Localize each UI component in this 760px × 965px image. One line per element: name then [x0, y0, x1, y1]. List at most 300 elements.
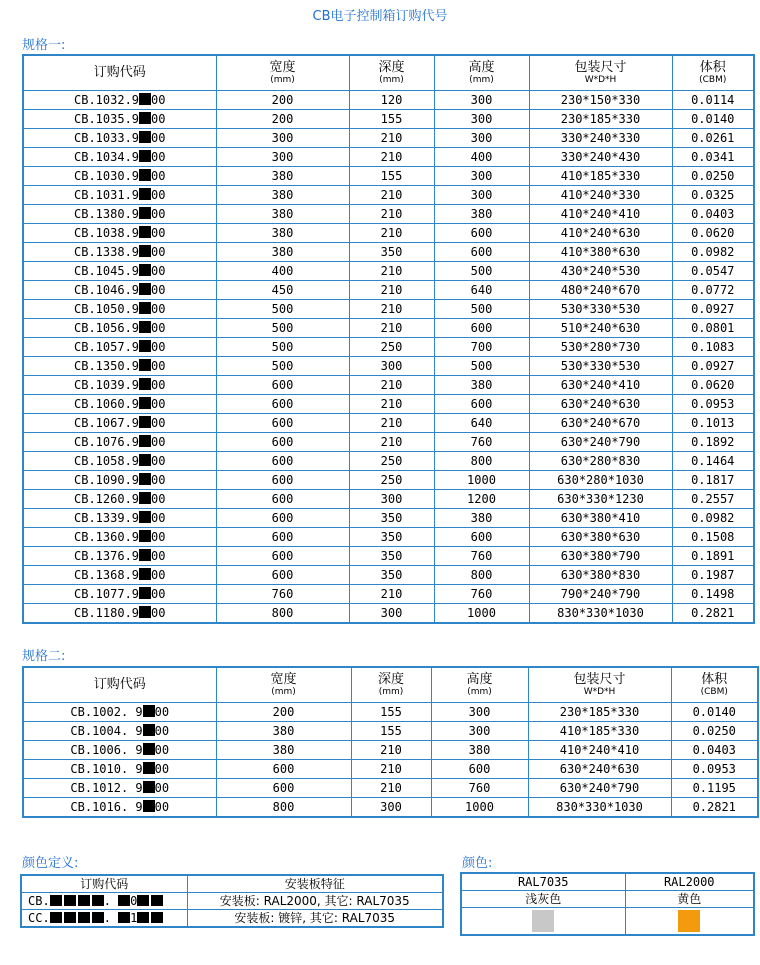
order-code: CB.1002. 9 00 — [23, 702, 216, 721]
depth-value: 210 — [349, 413, 434, 432]
height-value: 760 — [431, 778, 528, 797]
table-row — [23, 261, 754, 280]
volume-value: 0.1508 — [672, 527, 754, 546]
order-code: CB.1077.9 00 — [23, 584, 216, 603]
height-value: 380 — [434, 375, 529, 394]
height-value: 300 — [434, 109, 529, 128]
pack-size-value: 630*240*630 — [528, 759, 671, 778]
depth-value: 210 — [349, 128, 434, 147]
table-row — [23, 432, 754, 451]
color-swatch-gray — [532, 910, 554, 932]
volume-value: 0.0927 — [672, 299, 754, 318]
order-code: CB.1033.9 00 — [23, 128, 216, 147]
volume-value: 0.2821 — [671, 797, 758, 817]
spec1-table — [22, 54, 755, 624]
pack-size-value: 410*240*630 — [529, 223, 672, 242]
order-code: CB.1045.9 00 — [23, 261, 216, 280]
height-value: 300 — [431, 721, 528, 740]
order-code: CB.1031.9 00 — [23, 185, 216, 204]
header-pack: 包装尺寸 W*D*H — [528, 667, 671, 702]
order-code: CB.1260.9 00 — [23, 489, 216, 508]
height-value: 500 — [434, 299, 529, 318]
width-value: 600 — [216, 394, 349, 413]
color-code: RAL2000 — [625, 873, 754, 891]
order-code: CB.1050.9 00 — [23, 299, 216, 318]
table-row — [23, 109, 754, 128]
volume-value: 0.0250 — [671, 721, 758, 740]
width-value: 380 — [216, 242, 349, 261]
height-value: 600 — [431, 759, 528, 778]
depth-value: 155 — [351, 702, 431, 721]
order-code: CB.1010. 9 00 — [23, 759, 216, 778]
pack-size-value: 630*330*1230 — [529, 489, 672, 508]
order-code: CB.1006. 9 00 — [23, 740, 216, 759]
height-value: 300 — [431, 702, 528, 721]
depth-value: 155 — [349, 109, 434, 128]
depth-value: 210 — [351, 778, 431, 797]
width-value: 300 — [216, 147, 349, 166]
width-value: 200 — [216, 109, 349, 128]
depth-value: 350 — [349, 546, 434, 565]
placeholder-block — [139, 226, 151, 238]
order-code: CB.1060.9 00 — [23, 394, 216, 413]
width-value: 600 — [216, 489, 349, 508]
table-row — [23, 90, 754, 109]
pack-size-value: 630*240*630 — [529, 394, 672, 413]
order-code: CB.1004. 9 00 — [23, 721, 216, 740]
width-value: 800 — [216, 797, 351, 817]
header-depth: 深度 (mm) — [351, 667, 431, 702]
pack-size-value: 630*240*790 — [529, 432, 672, 451]
width-value: 200 — [216, 90, 349, 109]
table-row — [23, 147, 754, 166]
colors-table — [460, 872, 755, 936]
order-code: CB.1180.9 00 — [23, 603, 216, 623]
table-row — [23, 759, 758, 778]
height-value: 500 — [434, 356, 529, 375]
placeholder-block — [139, 549, 151, 561]
pack-size-value: 530*330*530 — [529, 299, 672, 318]
spec2-label: 规格二: — [22, 649, 66, 664]
width-value: 600 — [216, 759, 351, 778]
depth-value: 350 — [349, 565, 434, 584]
volume-value: 0.2557 — [672, 489, 754, 508]
header-code: 订购代码 — [23, 55, 216, 90]
table-row — [23, 394, 754, 413]
volume-value: 0.1817 — [672, 470, 754, 489]
width-value: 600 — [216, 432, 349, 451]
pack-size-value: 630*240*670 — [529, 413, 672, 432]
depth-value: 210 — [349, 204, 434, 223]
depth-value: 300 — [349, 356, 434, 375]
depth-value: 250 — [349, 337, 434, 356]
color-name: 黄色 — [625, 891, 754, 908]
volume-value: 0.1987 — [672, 565, 754, 584]
order-code: CB.1090.9 00 — [23, 470, 216, 489]
color-code: RAL7035 — [461, 873, 625, 891]
pack-size-value: 630*380*410 — [529, 508, 672, 527]
color-def-row — [21, 910, 443, 928]
volume-value: 0.0620 — [672, 223, 754, 242]
depth-value: 350 — [349, 527, 434, 546]
table-row — [23, 508, 754, 527]
volume-value: 0.0250 — [672, 166, 754, 185]
placeholder-block — [143, 781, 155, 793]
table-row — [23, 375, 754, 394]
volume-value: 0.0325 — [672, 185, 754, 204]
width-value: 380 — [216, 721, 351, 740]
table-row — [23, 451, 754, 470]
pack-size-value: 630*280*830 — [529, 451, 672, 470]
color-def-feature: 安装板: RAL2000, 其它: RAL7035 — [187, 893, 443, 910]
volume-value: 0.2821 — [672, 603, 754, 623]
placeholder-block — [143, 762, 155, 774]
table-row — [23, 413, 754, 432]
order-code: CB.1380.9 00 — [23, 204, 216, 223]
height-value: 600 — [434, 527, 529, 546]
order-code: CB.1368.9 00 — [23, 565, 216, 584]
spec1-label: 规格一: — [22, 38, 66, 53]
volume-value: 0.0953 — [671, 759, 758, 778]
table-row — [23, 280, 754, 299]
depth-value: 210 — [349, 185, 434, 204]
volume-value: 0.1498 — [672, 584, 754, 603]
pack-size-value: 830*330*1030 — [528, 797, 671, 817]
width-value: 600 — [216, 778, 351, 797]
height-value: 640 — [434, 413, 529, 432]
depth-value: 250 — [349, 470, 434, 489]
table-row — [23, 740, 758, 759]
header-depth: 深度 (mm) — [349, 55, 434, 90]
volume-value: 0.1891 — [672, 546, 754, 565]
width-value: 400 — [216, 261, 349, 280]
table-row — [23, 721, 758, 740]
header-volume: 体积 (CBM) — [672, 55, 754, 90]
pack-size-value: 330*240*430 — [529, 147, 672, 166]
width-value: 760 — [216, 584, 349, 603]
table-row — [23, 204, 754, 223]
spec2-rows — [23, 702, 758, 817]
order-code: CB.1046.9 00 — [23, 280, 216, 299]
table-row — [23, 527, 754, 546]
placeholder-block — [139, 340, 151, 352]
placeholder-block — [139, 245, 151, 257]
order-code: CB.1067.9 00 — [23, 413, 216, 432]
table-row — [23, 223, 754, 242]
height-value: 700 — [434, 337, 529, 356]
width-value: 600 — [216, 413, 349, 432]
color-def-header-feature: 安装板特征 — [187, 875, 443, 893]
page-title: CB电子控制箱订购代号 — [312, 9, 448, 24]
header-width: 宽度 (mm) — [216, 667, 351, 702]
height-value: 760 — [434, 432, 529, 451]
depth-value: 250 — [349, 451, 434, 470]
order-code: CB.1058.9 00 — [23, 451, 216, 470]
pack-size-value: 230*185*330 — [529, 109, 672, 128]
placeholder-block — [139, 606, 151, 618]
width-value: 380 — [216, 185, 349, 204]
width-value: 380 — [216, 204, 349, 223]
placeholder-block — [139, 397, 151, 409]
volume-value: 0.0114 — [672, 90, 754, 109]
width-value: 380 — [216, 740, 351, 759]
width-value: 380 — [216, 223, 349, 242]
order-code: CB.1032.9 00 — [23, 90, 216, 109]
table-row — [23, 565, 754, 584]
depth-value: 210 — [349, 299, 434, 318]
colors-label: 颜色: — [462, 856, 493, 871]
table-row — [23, 702, 758, 721]
pack-size-value: 410*185*330 — [529, 166, 672, 185]
table-row — [23, 318, 754, 337]
height-value: 1000 — [434, 603, 529, 623]
depth-value: 210 — [349, 318, 434, 337]
pack-size-value: 330*240*330 — [529, 128, 672, 147]
height-value: 300 — [434, 90, 529, 109]
depth-value: 210 — [349, 432, 434, 451]
pack-size-value: 630*240*410 — [529, 375, 672, 394]
width-value: 300 — [216, 128, 349, 147]
volume-value: 0.0982 — [672, 242, 754, 261]
width-value: 600 — [216, 451, 349, 470]
placeholder-block — [139, 359, 151, 371]
color-def-header-code: 订购代码 — [21, 875, 187, 893]
width-value: 600 — [216, 527, 349, 546]
table-row — [23, 778, 758, 797]
pack-size-value: 410*240*410 — [529, 204, 672, 223]
order-code: CB.1034.9 00 — [23, 147, 216, 166]
volume-value: 0.0772 — [672, 280, 754, 299]
height-value: 300 — [434, 185, 529, 204]
depth-value: 155 — [351, 721, 431, 740]
order-code: CB.1030.9 00 — [23, 166, 216, 185]
table-row — [23, 603, 754, 623]
depth-value: 300 — [349, 603, 434, 623]
pack-size-value: 630*380*830 — [529, 565, 672, 584]
color-def-feature: 安装板: 镀锌, 其它: RAL7035 — [187, 910, 443, 928]
pack-size-value: 480*240*670 — [529, 280, 672, 299]
table-row — [23, 337, 754, 356]
height-value: 1000 — [431, 797, 528, 817]
placeholder-block — [143, 800, 155, 812]
height-value: 600 — [434, 318, 529, 337]
placeholder-block — [139, 131, 151, 143]
placeholder-block — [139, 435, 151, 447]
pack-size-value: 790*240*790 — [529, 584, 672, 603]
placeholder-block — [139, 93, 151, 105]
header-pack: 包装尺寸 W*D*H — [529, 55, 672, 90]
volume-value: 0.1892 — [672, 432, 754, 451]
volume-value: 0.1083 — [672, 337, 754, 356]
placeholder-block — [139, 188, 151, 200]
table-row — [23, 242, 754, 261]
height-value: 1200 — [434, 489, 529, 508]
table-row — [23, 797, 758, 817]
width-value: 800 — [216, 603, 349, 623]
order-code: CB.1350.9 00 — [23, 356, 216, 375]
header-code: 订购代码 — [23, 667, 216, 702]
header-height: 高度 (mm) — [431, 667, 528, 702]
volume-value: 0.0403 — [672, 204, 754, 223]
color-swatch-cell — [461, 908, 625, 936]
pack-size-value: 630*380*630 — [529, 527, 672, 546]
height-value: 1000 — [434, 470, 529, 489]
volume-value: 0.0927 — [672, 356, 754, 375]
table-row — [23, 489, 754, 508]
depth-value: 210 — [349, 147, 434, 166]
width-value: 500 — [216, 299, 349, 318]
depth-value: 210 — [349, 261, 434, 280]
volume-value: 0.0953 — [672, 394, 754, 413]
placeholder-block — [139, 416, 151, 428]
placeholder-block — [139, 511, 151, 523]
placeholder-block — [139, 302, 151, 314]
pack-size-value: 630*280*1030 — [529, 470, 672, 489]
width-value: 500 — [216, 318, 349, 337]
volume-value: 0.1013 — [672, 413, 754, 432]
order-code: CB.1076.9 00 — [23, 432, 216, 451]
height-value: 760 — [434, 584, 529, 603]
order-code: CB.1057.9 00 — [23, 337, 216, 356]
order-code: CB.1016. 9 00 — [23, 797, 216, 817]
color-def-row — [21, 893, 443, 910]
placeholder-block — [139, 264, 151, 276]
placeholder-block — [139, 492, 151, 504]
pack-size-value: 830*330*1030 — [529, 603, 672, 623]
table-row — [23, 546, 754, 565]
color-swatch-cell — [625, 908, 754, 936]
depth-value: 210 — [351, 759, 431, 778]
depth-value: 350 — [349, 508, 434, 527]
height-value: 800 — [434, 565, 529, 584]
pack-size-value: 530*280*730 — [529, 337, 672, 356]
depth-value: 120 — [349, 90, 434, 109]
depth-value: 210 — [349, 280, 434, 299]
color-def-label: 颜色定义: — [22, 856, 79, 871]
order-code: CB.1339.9 00 — [23, 508, 216, 527]
height-value: 380 — [434, 204, 529, 223]
placeholder-block — [139, 321, 151, 333]
pack-size-value: 630*240*790 — [528, 778, 671, 797]
width-value: 380 — [216, 166, 349, 185]
placeholder-block — [139, 283, 151, 295]
table-row — [23, 356, 754, 375]
placeholder-block — [139, 454, 151, 466]
header-volume: 体积 (CBM) — [671, 667, 758, 702]
volume-value: 0.0140 — [672, 109, 754, 128]
table-row — [23, 584, 754, 603]
depth-value: 210 — [349, 394, 434, 413]
placeholder-block — [139, 587, 151, 599]
placeholder-block — [139, 207, 151, 219]
placeholder-block — [139, 378, 151, 390]
height-value: 300 — [434, 128, 529, 147]
pack-size-value: 410*185*330 — [528, 721, 671, 740]
color-def-code: CC. . 1 — [21, 910, 187, 928]
pack-size-value: 530*330*530 — [529, 356, 672, 375]
volume-value: 0.0341 — [672, 147, 754, 166]
placeholder-block — [143, 724, 155, 736]
order-code: CB.1035.9 00 — [23, 109, 216, 128]
table-row — [23, 299, 754, 318]
height-value: 300 — [434, 166, 529, 185]
placeholder-block — [143, 705, 155, 717]
height-value: 800 — [434, 451, 529, 470]
volume-value: 0.0403 — [671, 740, 758, 759]
height-value: 600 — [434, 394, 529, 413]
depth-value: 155 — [349, 166, 434, 185]
width-value: 600 — [216, 565, 349, 584]
table-row — [23, 185, 754, 204]
placeholder-block — [139, 473, 151, 485]
volume-value: 0.0620 — [672, 375, 754, 394]
order-code: CB.1039.9 00 — [23, 375, 216, 394]
placeholder-block — [139, 169, 151, 181]
table-row — [23, 166, 754, 185]
pack-size-value: 630*380*790 — [529, 546, 672, 565]
width-value: 600 — [216, 508, 349, 527]
volume-value: 0.0261 — [672, 128, 754, 147]
width-value: 600 — [216, 546, 349, 565]
order-code: CB.1038.9 00 — [23, 223, 216, 242]
width-value: 500 — [216, 337, 349, 356]
width-value: 600 — [216, 470, 349, 489]
pack-size-value: 230*185*330 — [528, 702, 671, 721]
height-value: 600 — [434, 223, 529, 242]
depth-value: 300 — [351, 797, 431, 817]
table-row — [23, 128, 754, 147]
spec2-table — [22, 666, 759, 818]
volume-value: 0.0982 — [672, 508, 754, 527]
order-code: CB.1056.9 00 — [23, 318, 216, 337]
color-swatch-yellow — [678, 910, 700, 932]
width-value: 450 — [216, 280, 349, 299]
color-def-table — [20, 874, 444, 928]
height-value: 380 — [431, 740, 528, 759]
height-value: 500 — [434, 261, 529, 280]
height-value: 760 — [434, 546, 529, 565]
placeholder-block — [139, 568, 151, 580]
volume-value: 0.1195 — [671, 778, 758, 797]
table-row — [23, 470, 754, 489]
order-code: CB.1012. 9 00 — [23, 778, 216, 797]
pack-size-value: 230*150*330 — [529, 90, 672, 109]
placeholder-block — [139, 112, 151, 124]
pack-size-value: 430*240*530 — [529, 261, 672, 280]
placeholder-block — [143, 743, 155, 755]
header-width: 宽度 (mm) — [216, 55, 349, 90]
header-height: 高度 (mm) — [434, 55, 529, 90]
width-value: 500 — [216, 356, 349, 375]
height-value: 640 — [434, 280, 529, 299]
order-code: CB.1360.9 00 — [23, 527, 216, 546]
volume-value: 0.0801 — [672, 318, 754, 337]
depth-value: 300 — [349, 489, 434, 508]
width-value: 600 — [216, 375, 349, 394]
pack-size-value: 410*240*330 — [529, 185, 672, 204]
order-code: CB.1376.9 00 — [23, 546, 216, 565]
height-value: 600 — [434, 242, 529, 261]
height-value: 380 — [434, 508, 529, 527]
pack-size-value: 410*240*410 — [528, 740, 671, 759]
depth-value: 210 — [349, 375, 434, 394]
depth-value: 210 — [349, 223, 434, 242]
placeholder-block — [139, 530, 151, 542]
pack-size-value: 410*380*630 — [529, 242, 672, 261]
width-value: 200 — [216, 702, 351, 721]
depth-value: 210 — [351, 740, 431, 759]
volume-value: 0.1464 — [672, 451, 754, 470]
